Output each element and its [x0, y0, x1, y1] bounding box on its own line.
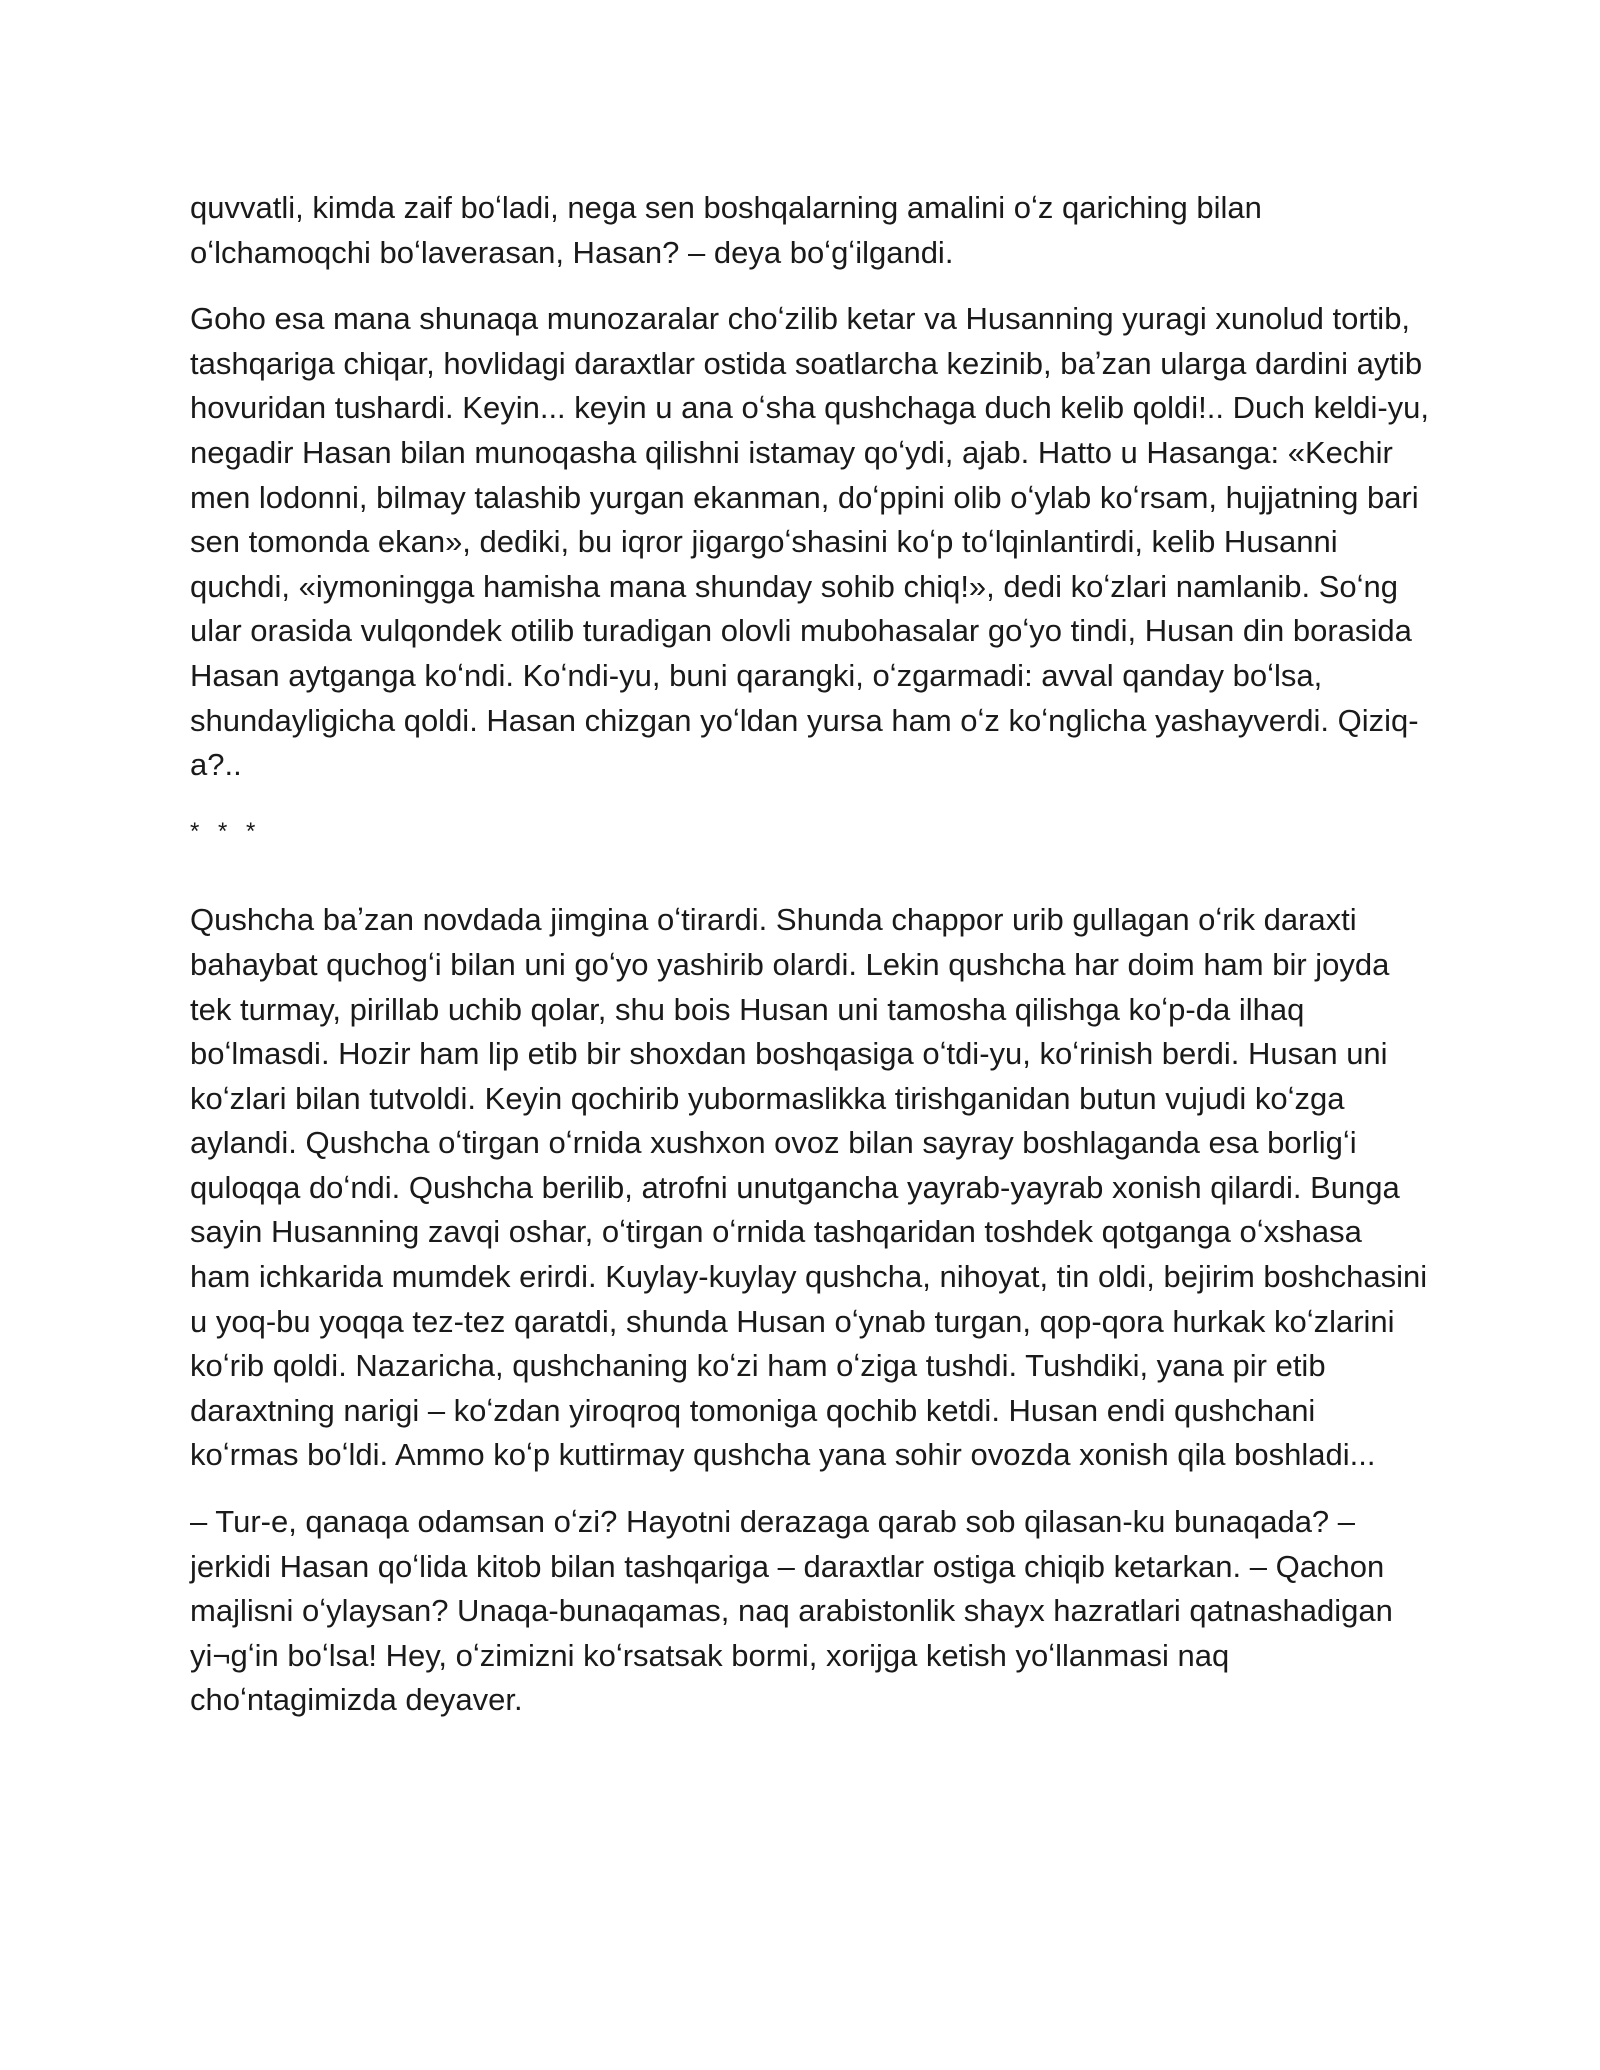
section-separator: * * * — [190, 817, 262, 845]
paragraph-3: Qushcha baʼzan novdada jimgina oʻtirardi. Shunda chappor urib gullagan oʻrik daraxti bahaybat quchogʻi bilan uni goʻyo yashirib olardi. Lekin qushcha har doim ham bir joyda tek turmay, pirillab uchib qolar, shu bois Husan uni tamosha qilishga koʻp-da ilhaq boʻlmasdi. Hozir ham lip etib bir shoxdan boshqasiga oʻtdi-yu, koʻrinish berdi. Husan uni koʻzlari bilan tutvoldi. Keyin qochirib yubormaslikka tirishganidan butun vujudi koʻzga aylandi. Qushcha oʻtirgan oʻrnida xushxon ovoz bilan sayray boshlaganda esa borligʻi quloqqa doʻndi. Qushcha berilib, atrofni unutgancha yayrab-yayrab xonish qilardi. Bunga sayin Husanning zavqi oshar, oʻtirgan oʻrnida tashqaridan toshdek qotganga oʻxshasa ham ichkarida mumdek erirdi. Kuylay-kuylay qushcha, nihoyat, tin oldi, bejirim boshchasini u yoq-bu yoqqa tez-tez qaratdi, shunda Husan oʻynab turgan, qop-qora hurkak koʻzlarini koʻrib qoldi. Nazaricha, qushchaning koʻzi ham oʻziga tushdi. Tushdiki, yana pir etib daraxtning narigi – koʻzdan yiroqroq tomoniga qochib ketdi. Husan endi qushchani koʻrmas boʻldi. Ammo koʻp kuttirmay qushcha yana sohir ovozda xonish qila boshladi... — [190, 902, 1428, 1473]
paragraph-1: quvvatli, kimda zaif boʻladi, nega sen boshqalarning amalini oʻz qariching bilan oʻlchamoqchi boʻlaverasan, Hasan? – deya boʻgʻilgandi. — [190, 190, 1262, 270]
paragraph-4: – Tur-e, qanaqa odamsan oʻzi? Hayotni derazaga qarab sob qilasan-ku bunaqada? – jerkidi Hasan qoʻlida kitob bilan tashqariga – daraxtlar ostiga chiqib ketarkan. – Qachon majlisni oʻylaysan? Unaqa-bunaqamas, naq arabistonlik shayx hazratlari qatnashadigan yi¬gʻin boʻlsa! Hey, oʻzimizni koʻrsatsak bormi, xorijga ketish yoʻllanmasi naq choʻntagimizda deyaver. — [190, 1504, 1393, 1718]
document-page — [190, 186, 1430, 1745]
paragraph-2: Goho esa mana shunaqa munozaralar choʻzilib ketar va Husanning yuragi xunolud tortib, tashqariga chiqar, hovlidagi daraxtlar ostida soatlarcha kezinib, baʼzan ularga dardini aytib hovuridan tushardi. Keyin... keyin u ana oʻsha qushchaga duch kelib qoldi!.. Duch keldi-yu, negadir Hasan bilan munoqasha qilishni istamay qoʻydi, ajab. Hatto u Hasanga: «Kechir men lodonni, bilmay talashib yurgan ekanman, doʻppini olib oʻylab koʻrsam, hujjatning bari sen tomonda ekan», dediki, bu iqror jigargoʻshasini koʻp toʻlqinlantirdi, kelib Husanni quchdi, «iymoningga hamisha mana shunday sohib chiq!», dedi koʻzlari namlanib. Soʻng ular orasida vulqondek otilib turadigan olovli mubohasalar goʻyo tindi, Husan din borasida Hasan aytganga koʻndi. Koʻndi-yu, buni qarangki, oʻzgarmadi: avval qanday boʻlsa, shundayligicha qoldi. Hasan chizgan yoʻldan yursa ham oʻz koʻnglicha yashayverdi. Qiziq-a?.. — [190, 301, 1430, 783]
